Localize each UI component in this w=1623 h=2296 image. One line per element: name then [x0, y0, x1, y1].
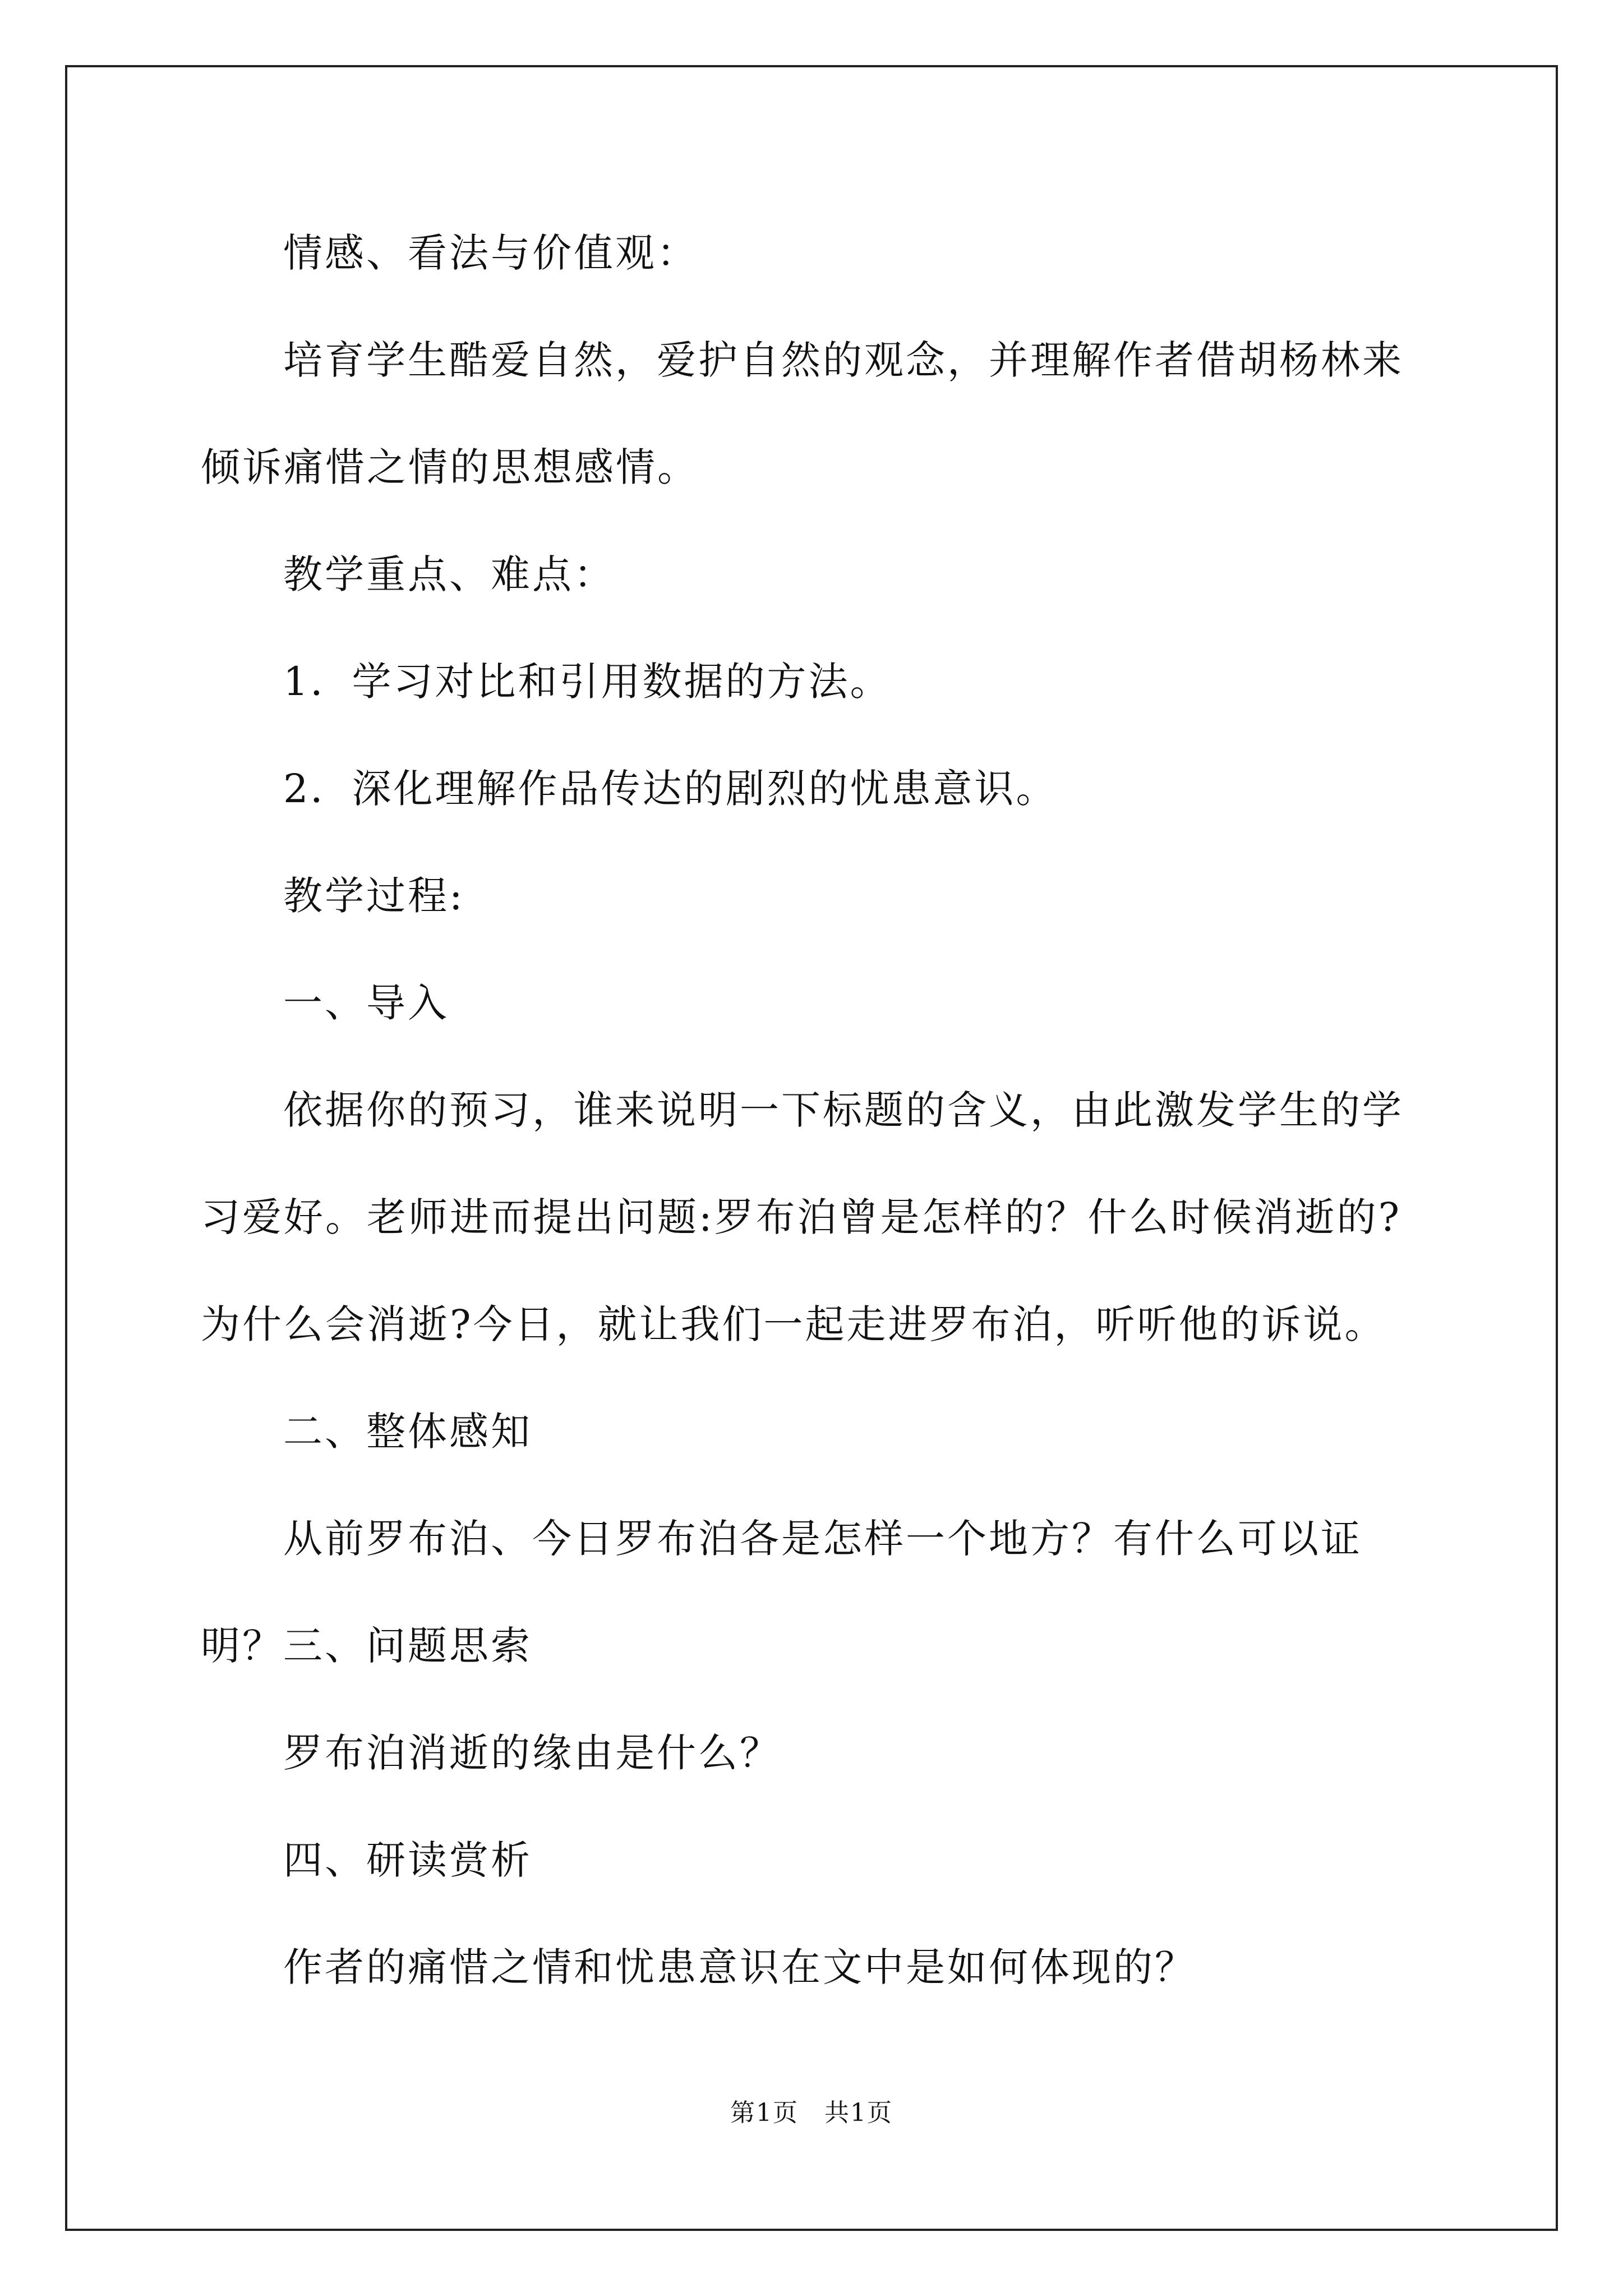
- paragraph-section-overall-body: 从前罗布泊、今日罗布泊各是怎样一个地方？有什么可以证明？: [201, 1516, 1362, 1669]
- paragraph-key-point-2: 2．深化理解作品传达的剧烈的忧患意识。: [283, 766, 1058, 812]
- paragraph-key-points-heading: 教学重点、难点：: [283, 551, 615, 597]
- paragraph-section-analysis-body: 作者的痛惜之情和忧患意识在文中是如何体现的？: [283, 1944, 1196, 1990]
- paragraph-section-overall-heading: 二、整体感知: [283, 1409, 532, 1455]
- paragraph-section-intro-body: 依据你的预习，谁来说明一下标题的含义，由此激发学生的学习爱好。老师进而提出问题:罗布泊曾是怎样的？什么时候消逝的?为什么会消逝?今日，就让我们一起走进罗布泊，听听他的诉说。: [201, 1087, 1404, 1347]
- paragraph-section-intro-heading: 一、导入: [283, 980, 449, 1026]
- page-number-footer: 第1页 共1页: [730, 2099, 893, 2127]
- paragraph-section-question-body: 罗布泊消逝的缘由是什么？: [283, 1730, 781, 1776]
- paragraph-process-heading: 教学过程:: [283, 873, 465, 919]
- paragraph-section-analysis-heading: 四、研读赏析: [283, 1837, 532, 1883]
- paragraph-section-question-heading: 三、问题思索: [283, 1623, 532, 1669]
- paragraph-values-body: 培育学生酷爱自然，爱护自然的观念，并理解作者借胡杨林来倾诉痛惜之情的思想感情。: [201, 337, 1404, 490]
- paragraph-values-heading: 情感、看法与价值观：: [283, 230, 698, 276]
- paragraph-key-point-1: 1．学习对比和引用数据的方法。: [283, 659, 892, 705]
